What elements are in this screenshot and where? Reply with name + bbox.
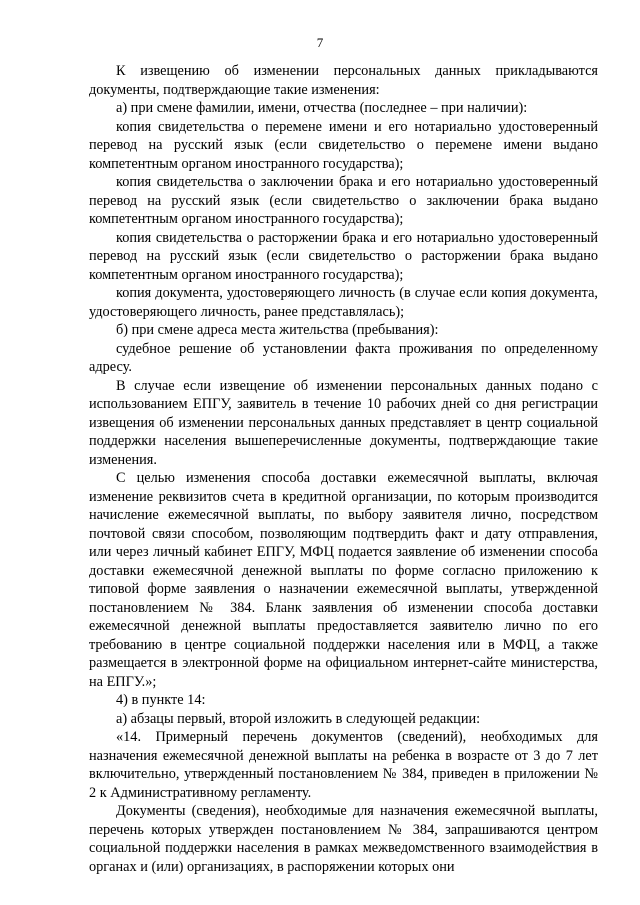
paragraph-court-decision: судебное решение об установлении факта проживания по определенному адресу. xyxy=(89,340,598,375)
paragraph-subitem-a: а) абзацы первый, второй изложить в следующей редакции: xyxy=(116,710,481,727)
paragraph-marriage-certificate: копия свидетельства о заключении брака и его нотариально удостоверенный перевод на русский язык (если свидетельство о заключении брака выдано компетентным органом иностранного государства); xyxy=(89,174,598,227)
paragraph-name-change: а) при смене фамилии, имени, отчества (последнее – при наличии): xyxy=(116,100,528,116)
paragraph-delivery-method-change: С целью изменения способа доставки ежемесячной выплаты, включая изменение реквизитов счета в кредитной организации, по которым производится начисление ежемесячной выплаты, по выбору заявителя лично, посредством почтовой связи способом, позволяющим подтвердить факт и дату отправления, или через личный кабинет ЕПГУ, МФЦ подается заявление об изменении способа доставки ежемесячной денежной выплаты по форме согласно приложению к типовой форме заявления о назначении ежемесячной выплаты, утвержденной постановлением № 384. Бланк заявления об изменении способа доставки ежемесячной денежной выплаты предоставляется заявителю лично по его требованию в центре социальной поддержки населения или в МФЦ, а также размещается в электронной форме на официальном интернет-сайте министерства, на ЕПГУ.»; xyxy=(89,470,598,690)
paragraph-identity-document: копия документа, удостоверяющего личность (в случае если копия документа, удостоверяющего личность, ранее представлялась); xyxy=(89,285,598,320)
paragraph-clause-14: «14. Примерный перечень документов (сведений), необходимых для назначения ежемесячной денежной выплаты на ребенка в возрасте от 3 до 7 лет включительно, утвержденный постановлением № 384, приведен в приложении № 2 к Административному регламенту. xyxy=(89,729,598,801)
paragraph-documents-requested: Документы (сведения), необходимые для назначения ежемесячной выплаты, перечень которых утвержден постановлением № 384, запрашиваются центром социальной поддержки населения в рамках межведомственного взаимодействия в органах и (или) организациях, в распоряжении которых они xyxy=(89,803,598,875)
paragraph-epgu-submission: В случае если извещение об изменении персональных данных подано с использованием ЕПГУ, заявитель в течение 10 рабочих дней со дня регистрации извещения об изменении персональных данных представляет в центр социальной поддержки населения вышеперечисленные документы, подтверждающие такие изменения. xyxy=(89,377,598,468)
paragraph-address-change: б) при смене адреса места жительства (пребывания): xyxy=(116,322,439,338)
paragraph-intro: К извещению об изменении персональных данных прикладываются документы, подтверждающие такие изменения: xyxy=(89,63,598,98)
document-body xyxy=(89,62,598,876)
paragraph-item-4: 4) в пункте 14: xyxy=(116,692,206,708)
paragraph-name-change-certificate: копия свидетельства о перемене имени и его нотариально удостоверенный перевод на русский язык (если свидетельство о перемене имени выдано компетентным органом иностранного государства); xyxy=(89,118,598,172)
paragraph-divorce-certificate: копия свидетельства о расторжении брака и его нотариально удостоверенный перевод на русский язык (если свидетельство о расторжении брака выдано компетентным органом иностранного государства); xyxy=(89,229,598,283)
page-number: 7 xyxy=(316,35,324,50)
